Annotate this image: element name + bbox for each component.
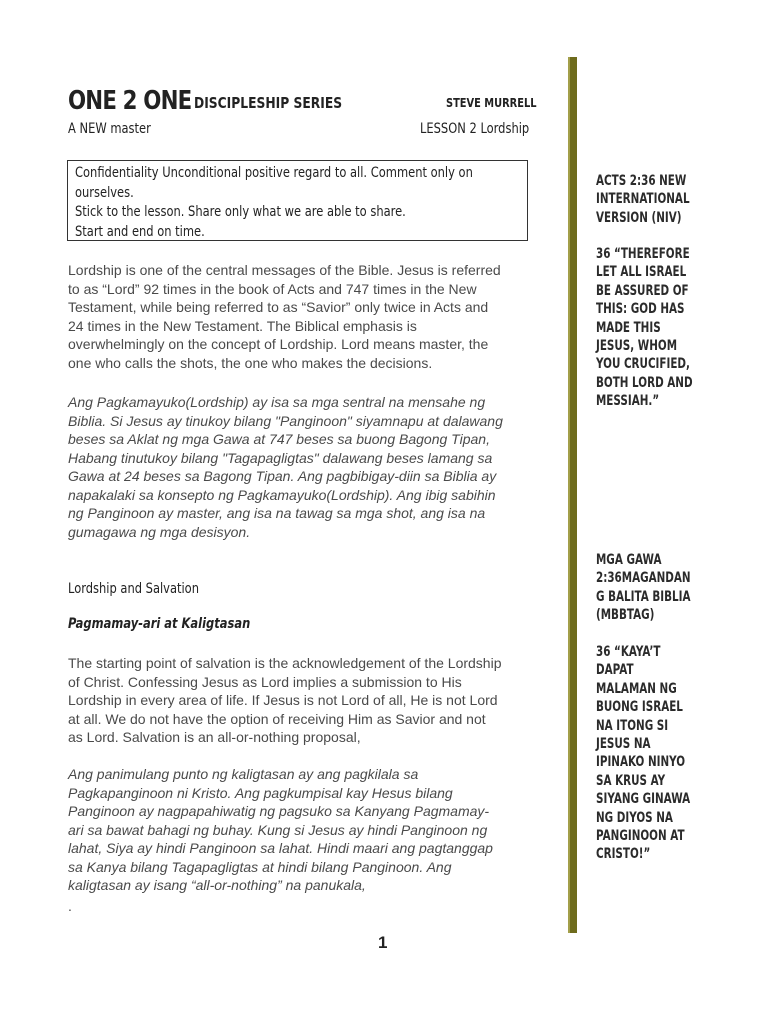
sidebar-verse-niv: 36 “THEREFORE LET ALL ISRAEL BE ASSURED OF THIS: GOD HAS MADE THIS JESUS, WHOM YOU CRUCIFIED, BOTH LORD AND MESSIAH.” bbox=[596, 246, 693, 410]
author-name: STEVE MURRELL bbox=[446, 96, 537, 110]
doc-title: ONE 2 ONE bbox=[68, 86, 192, 116]
sidebar-reference-mbbtag: MGA GAWA 2:36MAGANDAN G BALITA BIBLIA (MBBTAG) bbox=[596, 552, 691, 624]
rule-line: Stick to the lesson. Share only what we are able to share. bbox=[75, 204, 406, 220]
rules-box bbox=[67, 160, 528, 241]
section-heading-fil: Pagmamay-ari at Kaligtasan bbox=[68, 616, 251, 632]
rule-line: Confidentiality Unconditional positive regard to all. Comment only on bbox=[75, 165, 473, 181]
trailing-dot: . bbox=[68, 898, 72, 914]
paragraph-salvation-fil: Ang panimulang punto ng kaligtasan ay ang pagkilala sa Pagkapanginoon ni Kristo. Ang pagkumpisal kay Hesus bilang Panginoon ay nagpapahiwatig ng pagsuko sa Kanyang Pagmamay- ari sa bawat bahagi ng buhay. Kung si Jesus ay hindi Panginoon ng lahat, Siya ay hindi Panginoon sa lahat. Hindi maari ang pagtanggap sa Kanya bilang Tagapagligtas at hindi bilang Panginoon. Ang kaligtasan ay isang “all-or-nothing” na panukala, bbox=[68, 766, 493, 893]
sidebar-verse-mbbtag: 36 “KAYA’T DAPAT MALAMAN NG BUONG ISRAEL NA ITONG SI JESUS NA IPINAKO NINYO SA KRUS AY SIYANG GINAWA NG DIYOS NA PANGINOON AT CRISTO!” bbox=[596, 644, 691, 863]
rule-line: ourselves. bbox=[75, 184, 134, 201]
paragraph-lordship-en: Lordship is one of the central messages of the Bible. Jesus is referred to as “Lord” 92 times in the book of Acts and 747 times in the New Testament, while being referred to as “Savior” only twice in Acts and 24 times in the New Testament. The Biblical emphasis is overwhelmingly on the concept of Lordship. Lord means master, the one who calls the shots, the one who makes the decisions. bbox=[68, 262, 501, 371]
section-heading: Lordship and Salvation bbox=[68, 581, 199, 597]
sidebar-reference-niv: ACTS 2:36 NEW INTERNATIONAL VERSION (NIV) bbox=[596, 173, 690, 226]
lesson-number: LESSON 2 Lordship bbox=[420, 121, 530, 137]
sidebar-rule bbox=[568, 57, 577, 933]
page-number: 1 bbox=[378, 933, 388, 952]
paragraph-lordship-fil: Ang Pagkamayuko(Lordship) ay isa sa mga sentral na mensahe ng Biblia. Si Jesus ay tinukoy bilang "Panginoon" siyamnapu at dalawang beses sa Aklat ng mga Gawa at 747 beses sa buong Bagong Tipan, Habang tinutukoy bilang "Tagapagligtas" dalawang beses lamang sa Gawa at 24 beses sa Bagong Tipan. Ang pagbibigay-diin sa Biblia ay napakalaki sa konsepto ng Pagkamayuko(Lordship). Ang ibig sabihin ng Panginoon ay master, ang isa na tawag sa mga shot, ang isa na gumagawa ng mga desisyon. bbox=[68, 394, 503, 540]
series-name: DISCIPLESHIP SERIES bbox=[194, 94, 343, 112]
paragraph-salvation-en: The starting point of salvation is the acknowledgement of the Lordship of Christ. Confessing Jesus as Lord implies a submission to His Lordship in every area of life. If Jesus is not Lord of all, He is not Lord at all. We do not have the option of receiving Him as Savior and not as Lord. Salvation is an all-or-nothing proposal, bbox=[68, 655, 502, 745]
lesson-subtitle: A NEW master bbox=[68, 121, 151, 137]
rule-line: Start and end on time. bbox=[75, 223, 205, 240]
